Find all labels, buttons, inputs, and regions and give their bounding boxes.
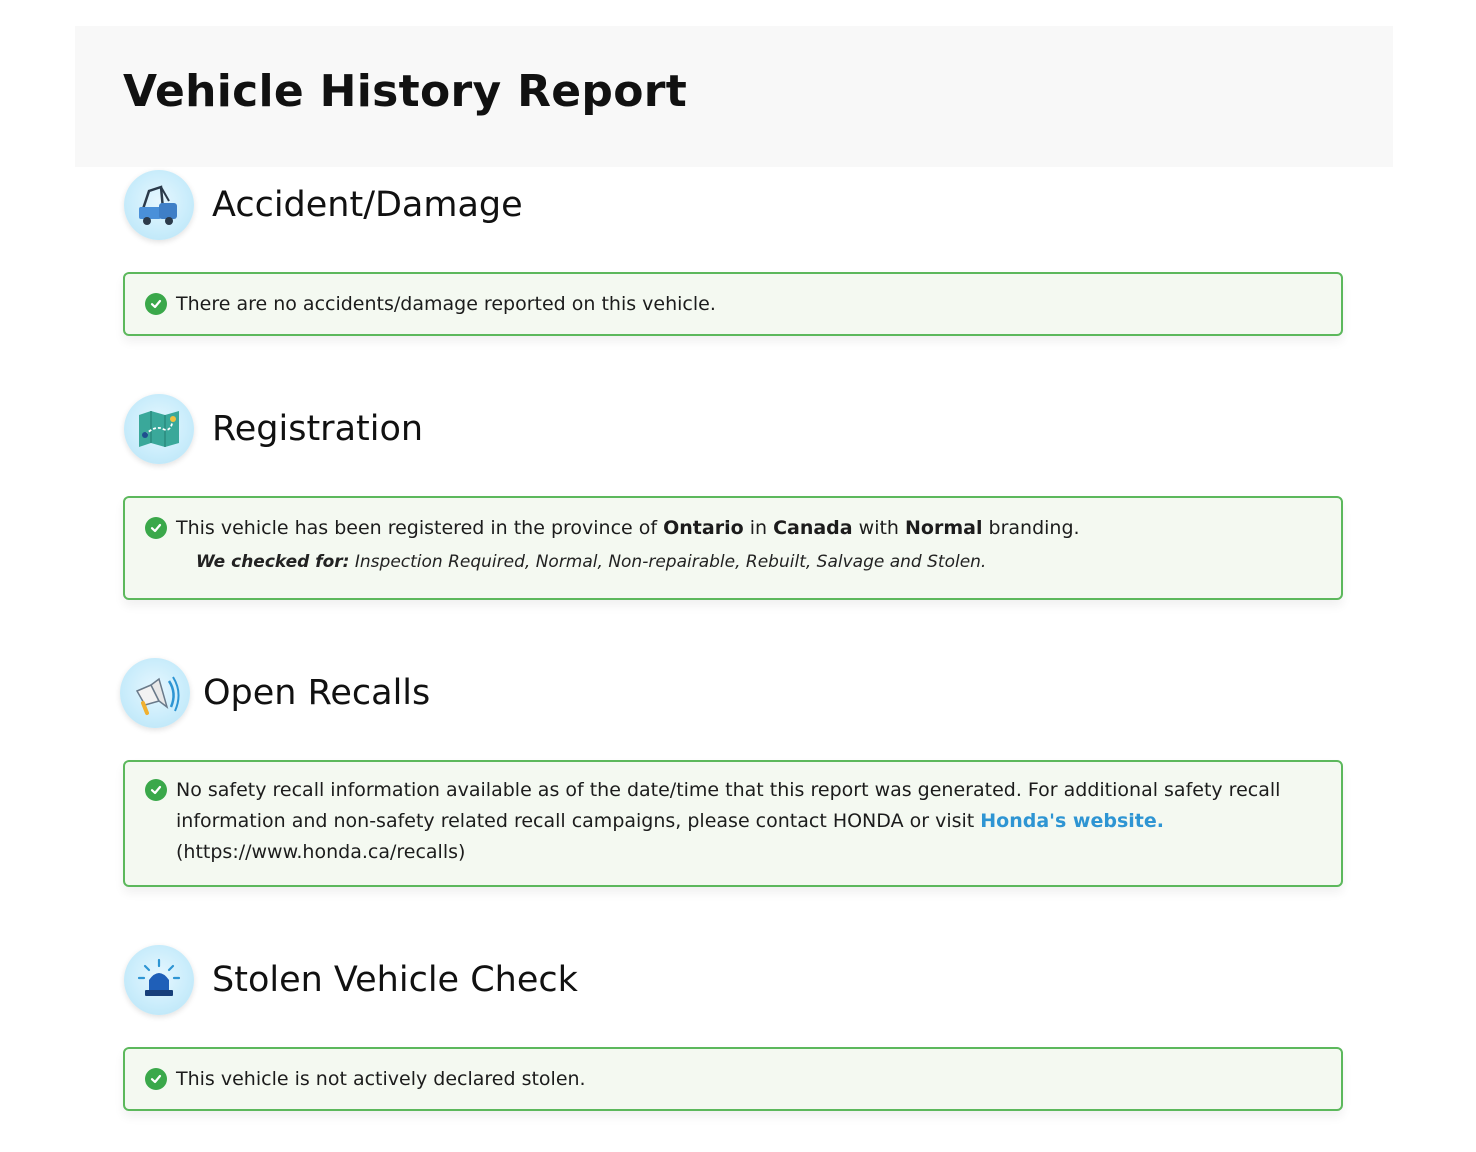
- registration-suffix: branding.: [982, 517, 1080, 539]
- checked-for-line: [196, 552, 1321, 572]
- section-header-recalls: [120, 653, 430, 733]
- registration-message: [176, 513, 1080, 544]
- page-title: Vehicle History Report: [123, 66, 688, 117]
- honda-website-link[interactable]: Honda's website.: [980, 810, 1164, 832]
- registration-in: in: [743, 517, 774, 539]
- check-circle-icon: [145, 517, 167, 539]
- siren-icon: [124, 945, 194, 1015]
- megaphone-icon: [120, 658, 190, 728]
- section-title-stolen: Stolen Vehicle Check: [212, 960, 578, 1000]
- recalls-url: (https://www.honda.ca/recalls): [176, 841, 466, 863]
- section-title-recalls: Open Recalls: [203, 673, 431, 713]
- check-circle-icon: [145, 1068, 167, 1090]
- recalls-status-box: [123, 760, 1343, 887]
- registration-status-box: [123, 496, 1343, 600]
- section-title-accident: Accident/Damage: [212, 185, 523, 225]
- check-circle-icon: [145, 779, 167, 801]
- accident-status-box: [123, 272, 1343, 336]
- registration-prefix: This vehicle has been registered in the province of: [176, 517, 664, 539]
- recalls-text: No safety recall information available as of the date/time that this report was generated. For additional safety recall information and non-safety related recall campaigns, please contact HONDA or visit: [176, 779, 1281, 832]
- section-header-accident: [124, 165, 523, 245]
- stolen-status-box: [123, 1047, 1343, 1111]
- report-header: [75, 26, 1393, 167]
- map-icon: [124, 394, 194, 464]
- tow-truck-icon: [124, 170, 194, 240]
- section-header-stolen: [124, 940, 578, 1020]
- accident-message: There are no accidents/damage reported on this vehicle.: [176, 293, 716, 315]
- checked-for-items: Inspection Required, Normal, Non-repairable, Rebuilt, Salvage and Stolen.: [349, 552, 987, 572]
- recalls-message: [176, 775, 1296, 868]
- registration-province: Ontario: [663, 517, 744, 539]
- section-header-registration: [124, 389, 423, 469]
- registration-branding: Normal: [905, 517, 983, 539]
- check-circle-icon: [145, 293, 167, 315]
- stolen-message: This vehicle is not actively declared stolen.: [176, 1068, 586, 1090]
- registration-with: with: [852, 517, 905, 539]
- checked-for-label: We checked for:: [196, 552, 350, 572]
- registration-country: Canada: [773, 517, 853, 539]
- section-title-registration: Registration: [212, 409, 424, 449]
